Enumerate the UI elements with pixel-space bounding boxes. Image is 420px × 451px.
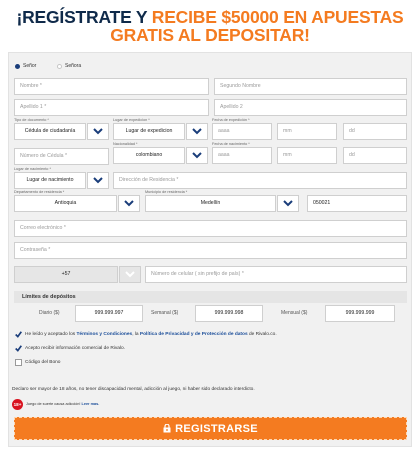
id-number-input[interactable]: Número de Cédula * [14,148,109,165]
deposit-limits-title: Límites de depósitos [14,291,407,303]
department-select[interactable]: Antioquia [14,195,117,212]
document-type-select[interactable]: Cédula de ciudadanía [14,123,86,140]
nationality-dropdown[interactable] [186,147,208,164]
registration-form [8,52,412,447]
weekly-limit-label: Semanal ($) [151,310,179,316]
issue-place-select[interactable]: Lugar de expedicion [113,123,185,140]
first-name-input[interactable]: Nombre * [14,78,209,95]
chevron-down-icon [283,200,293,207]
daily-limit-label: Diario ($) [39,310,60,316]
checkmark-icon[interactable] [15,331,22,338]
chevron-down-icon [192,128,202,135]
phone-input[interactable]: Número de celular ( sin prefijo de país) * [145,266,407,283]
chevron-down-icon [93,177,103,184]
issue-date-year[interactable]: aaaa [212,123,272,140]
age-18-badge: 18+ [12,399,23,410]
birth-date-year[interactable]: aaaa [212,147,272,164]
bonus-code-checkbox[interactable] [15,359,22,366]
bonus-code-label: Código del Bono [25,360,61,365]
birth-date-day[interactable]: dd [343,147,407,164]
municipality-select[interactable]: Medellín [145,195,276,212]
terms-text [25,332,277,337]
country-prefix-select[interactable]: +57 [14,266,118,283]
birth-place-select[interactable]: Lugar de nacimiento [14,172,86,189]
password-input[interactable]: Contraseña * [14,242,407,259]
birth-date-month[interactable]: mm [277,147,337,164]
lock-icon [163,424,171,433]
second-name-input[interactable]: Segundo Nombre [214,78,407,95]
country-prefix-dropdown[interactable] [119,266,141,283]
birth-date-label: Fecha de nacimiento * [212,142,250,146]
chevron-down-icon [124,200,134,207]
birth-place-dropdown[interactable] [87,172,109,189]
terms-post: de Rivalo.co. [247,332,277,337]
nationality-label: Nacionalidad * [113,142,138,146]
last-name-1-input[interactable]: Apellido 1 * [14,99,209,116]
last-name-2-input[interactable]: Apellido 2 [214,99,407,116]
monthly-limit-label: Mensual ($) [281,310,308,316]
promo-headline [0,8,420,44]
chevron-down-icon [125,271,135,278]
municipality-dropdown[interactable] [277,195,299,212]
document-type-dropdown[interactable] [87,123,109,140]
headline-part3: GRATIS AL DEPOSITAR! [110,25,310,45]
issue-date-month[interactable]: mm [277,123,337,140]
address-input[interactable]: Dirección de Residencia * [113,172,407,189]
responsible-gaming-message: Juego de suerte causa adicción! [26,402,82,406]
department-label: Departamento de residencia * [14,190,65,194]
age-declaration: Declaro ser mayor de 18 años, no tener discapacidad mental, adicción al juego, ni haber sido declarado interdicto. [12,387,255,392]
daily-limit-input[interactable]: 999.999.997 [75,305,143,322]
responsible-gaming-text [26,402,99,406]
terms-link[interactable]: Términos y Condiciones [76,332,133,337]
birth-place-label: Lugar de nacimiento * [14,167,51,171]
chevron-down-icon [93,128,103,135]
issue-place-dropdown[interactable] [186,123,208,140]
register-button[interactable] [14,417,407,440]
headline-part2: RECIBE $50000 EN APUESTAS [151,7,404,27]
register-button-label: REGISTRARSE [175,422,258,435]
checkmark-icon[interactable] [15,345,22,352]
radio-senora[interactable] [57,64,62,69]
municipality-label: Municipio de residencia * [145,190,188,194]
email-input[interactable]: Correo electrónico * [14,220,407,237]
monthly-limit-input[interactable]: 999.999.999 [325,305,395,322]
terms-pre: He leído y aceptado los [25,332,77,337]
privacy-link[interactable]: Política de Privacidad y de Protección de datos [139,332,248,337]
postal-code-input[interactable]: 050021 [307,195,407,212]
document-type-label: Tipo de documento * [14,118,49,122]
nationality-select[interactable]: colombiano [113,147,185,164]
issue-date-label: Fecha de expedición * [212,118,250,122]
issue-place-label: Lugar de expedicion * [113,118,150,122]
weekly-limit-input[interactable]: 999.999.998 [195,305,263,322]
issue-date-day[interactable]: dd [343,123,407,140]
radio-senor[interactable] [15,64,20,69]
read-more-link[interactable]: Leer mas. [81,402,100,406]
radio-senor-label: Señor [23,63,37,69]
radio-senora-label: Señora [65,63,82,69]
marketing-consent-text: Acepto recibir información comercial de Rivalo. [25,346,125,351]
chevron-down-icon [192,152,202,159]
terms-mid: , la [132,332,140,337]
department-dropdown[interactable] [118,195,140,212]
headline-part1: ¡REGÍSTRATE Y [16,7,148,27]
